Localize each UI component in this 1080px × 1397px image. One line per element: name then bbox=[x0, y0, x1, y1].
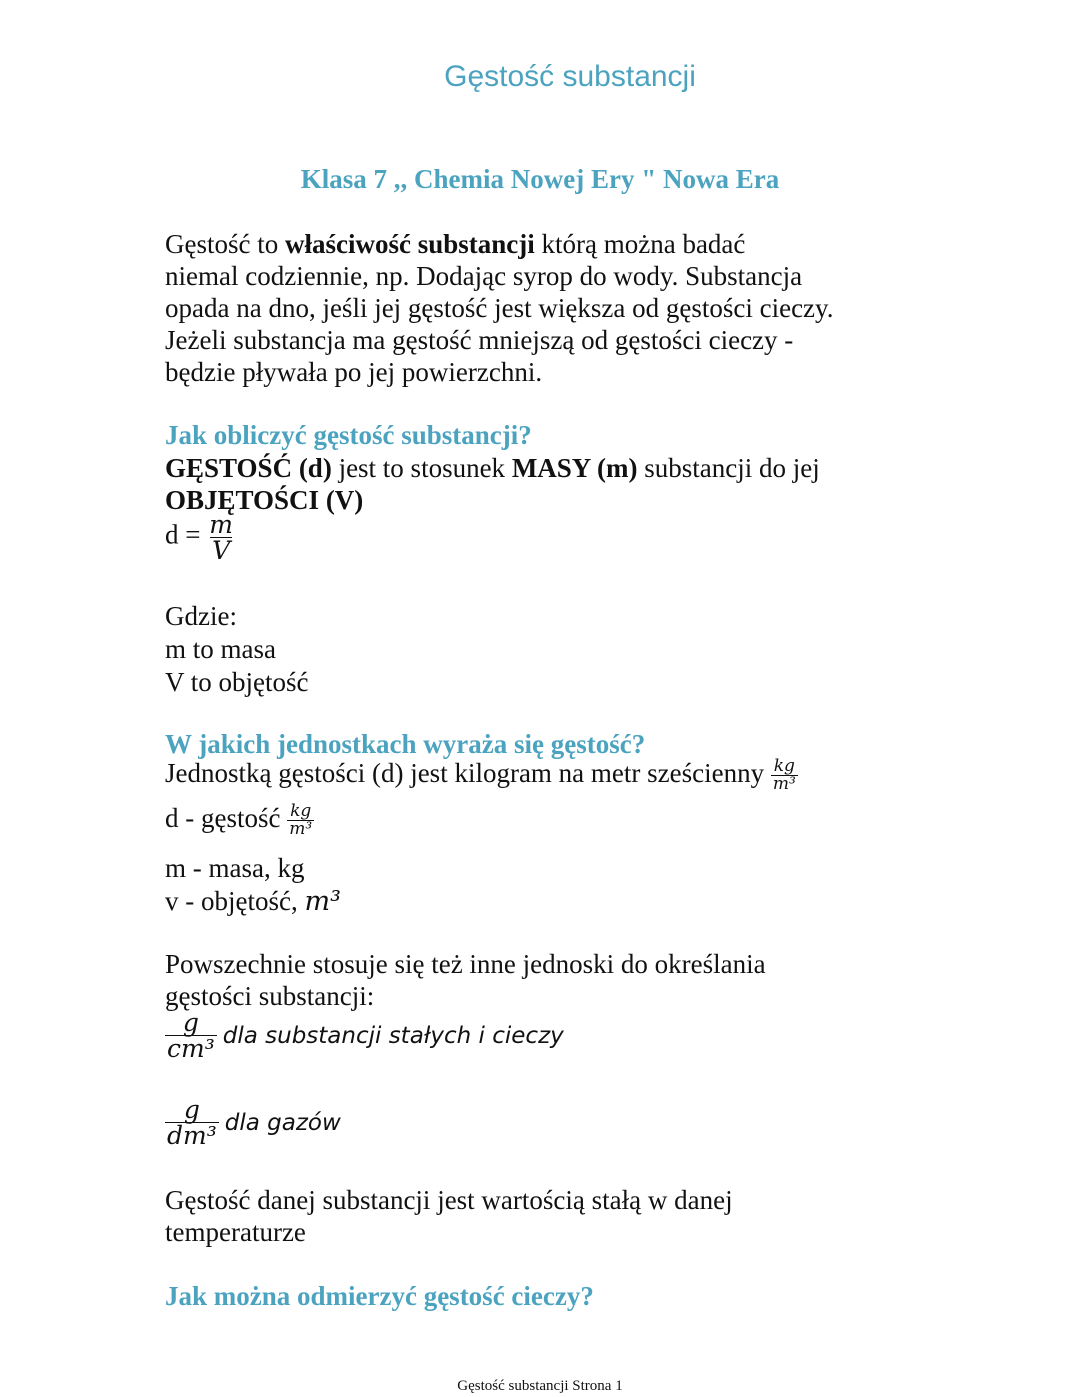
volume-definition: V to objętość bbox=[165, 667, 309, 697]
unit-numerator: kg bbox=[773, 756, 795, 777]
unit-gases-numerator: g bbox=[183, 1095, 200, 1124]
mass-definition: m to masa bbox=[165, 634, 276, 664]
definition-text: jest to stosunek bbox=[331, 453, 512, 483]
density-term: GĘSTOŚĆ (d) bbox=[165, 453, 332, 483]
unit-solids-denominator: cm³ bbox=[167, 1034, 215, 1063]
intro-bold-term: właściwość substancji bbox=[284, 229, 535, 259]
constant-line-2: temperaturze bbox=[165, 1217, 306, 1247]
volume-unit-label: v - objętość, bbox=[165, 886, 305, 916]
formula-lhs: d = bbox=[165, 519, 208, 550]
unit-line bbox=[165, 758, 798, 793]
mass-term: MASY (m) bbox=[511, 453, 638, 483]
page-footer: Gęstość substancji Strona 1 bbox=[457, 1378, 623, 1394]
where-label: Gdzie: bbox=[165, 601, 237, 631]
density-unit-numerator: kg bbox=[290, 801, 312, 822]
section-heading-units: W jakich jednostkach wyraża się gęstość? bbox=[165, 729, 646, 759]
definition-text: substancji do jej bbox=[637, 453, 820, 483]
intro-line-5: będzie pływała po jej powierzchni. bbox=[165, 357, 543, 387]
formula-denominator: V bbox=[212, 536, 231, 565]
page-title: Gęstość substancji bbox=[444, 60, 696, 93]
other-units-line-2: gęstości substancji: bbox=[165, 981, 375, 1011]
unit-solids-liquids bbox=[165, 1010, 564, 1061]
unit-solids-fraction bbox=[165, 1010, 217, 1061]
unit-solids-numerator: g bbox=[182, 1008, 199, 1037]
unit-fraction bbox=[771, 758, 798, 793]
unit-text: Jednostką gęstości (d) jest kilogram na metr sześcienny bbox=[165, 758, 771, 788]
constant-line-1: Gęstość danej substancji jest wartością stałą w danej bbox=[165, 1185, 733, 1215]
intro-text: Gęstość to bbox=[165, 229, 285, 259]
definition-line-1 bbox=[165, 452, 820, 484]
intro-line-4: Jeżeli substancja ma gęstość mniejszą od gęstości cieczy - bbox=[165, 325, 794, 355]
volume-unit-line bbox=[165, 885, 341, 918]
intro-line-2: niemal codziennie, np. Dodając syrop do wody. Substancja bbox=[165, 261, 803, 291]
formula-numerator: m bbox=[209, 510, 233, 539]
subtitle: Klasa 7 ,, Chemia Nowej Ery " Nowa Era bbox=[300, 164, 780, 194]
density-unit-label: d - gęstość bbox=[165, 803, 288, 833]
section-heading-calc: Jak obliczyć gęstość substancji? bbox=[165, 420, 532, 450]
intro-line-1 bbox=[165, 228, 745, 260]
unit-gases-fraction bbox=[165, 1097, 219, 1148]
volume-term: OBJĘTOŚCI (V) bbox=[165, 485, 364, 515]
section-heading-measure: Jak można odmierzyć gęstość cieczy? bbox=[165, 1281, 594, 1311]
mass-unit-line: m - masa, kg bbox=[165, 853, 305, 883]
density-unit-fraction bbox=[287, 803, 314, 838]
unit-gases-denominator: dm³ bbox=[167, 1121, 217, 1150]
unit-gases bbox=[165, 1097, 341, 1148]
unit-solids-text: dla substancji stałych i cieczy bbox=[222, 1022, 564, 1049]
formula-fraction bbox=[207, 512, 235, 563]
volume-unit-value: m³ bbox=[304, 886, 341, 917]
intro-line-3: opada na dno, jeśli jej gęstość jest większa od gęstości cieczy. bbox=[165, 293, 834, 323]
other-units-line-1: Powszechnie stosuje się też inne jednoski do określania bbox=[165, 949, 766, 979]
density-unit-denominator: m³ bbox=[289, 819, 313, 840]
density-unit-line bbox=[165, 803, 314, 838]
unit-gases-text: dla gazów bbox=[224, 1109, 341, 1136]
density-formula bbox=[165, 512, 235, 563]
unit-denominator: m³ bbox=[772, 774, 796, 795]
intro-text: którą można badać bbox=[534, 229, 746, 259]
